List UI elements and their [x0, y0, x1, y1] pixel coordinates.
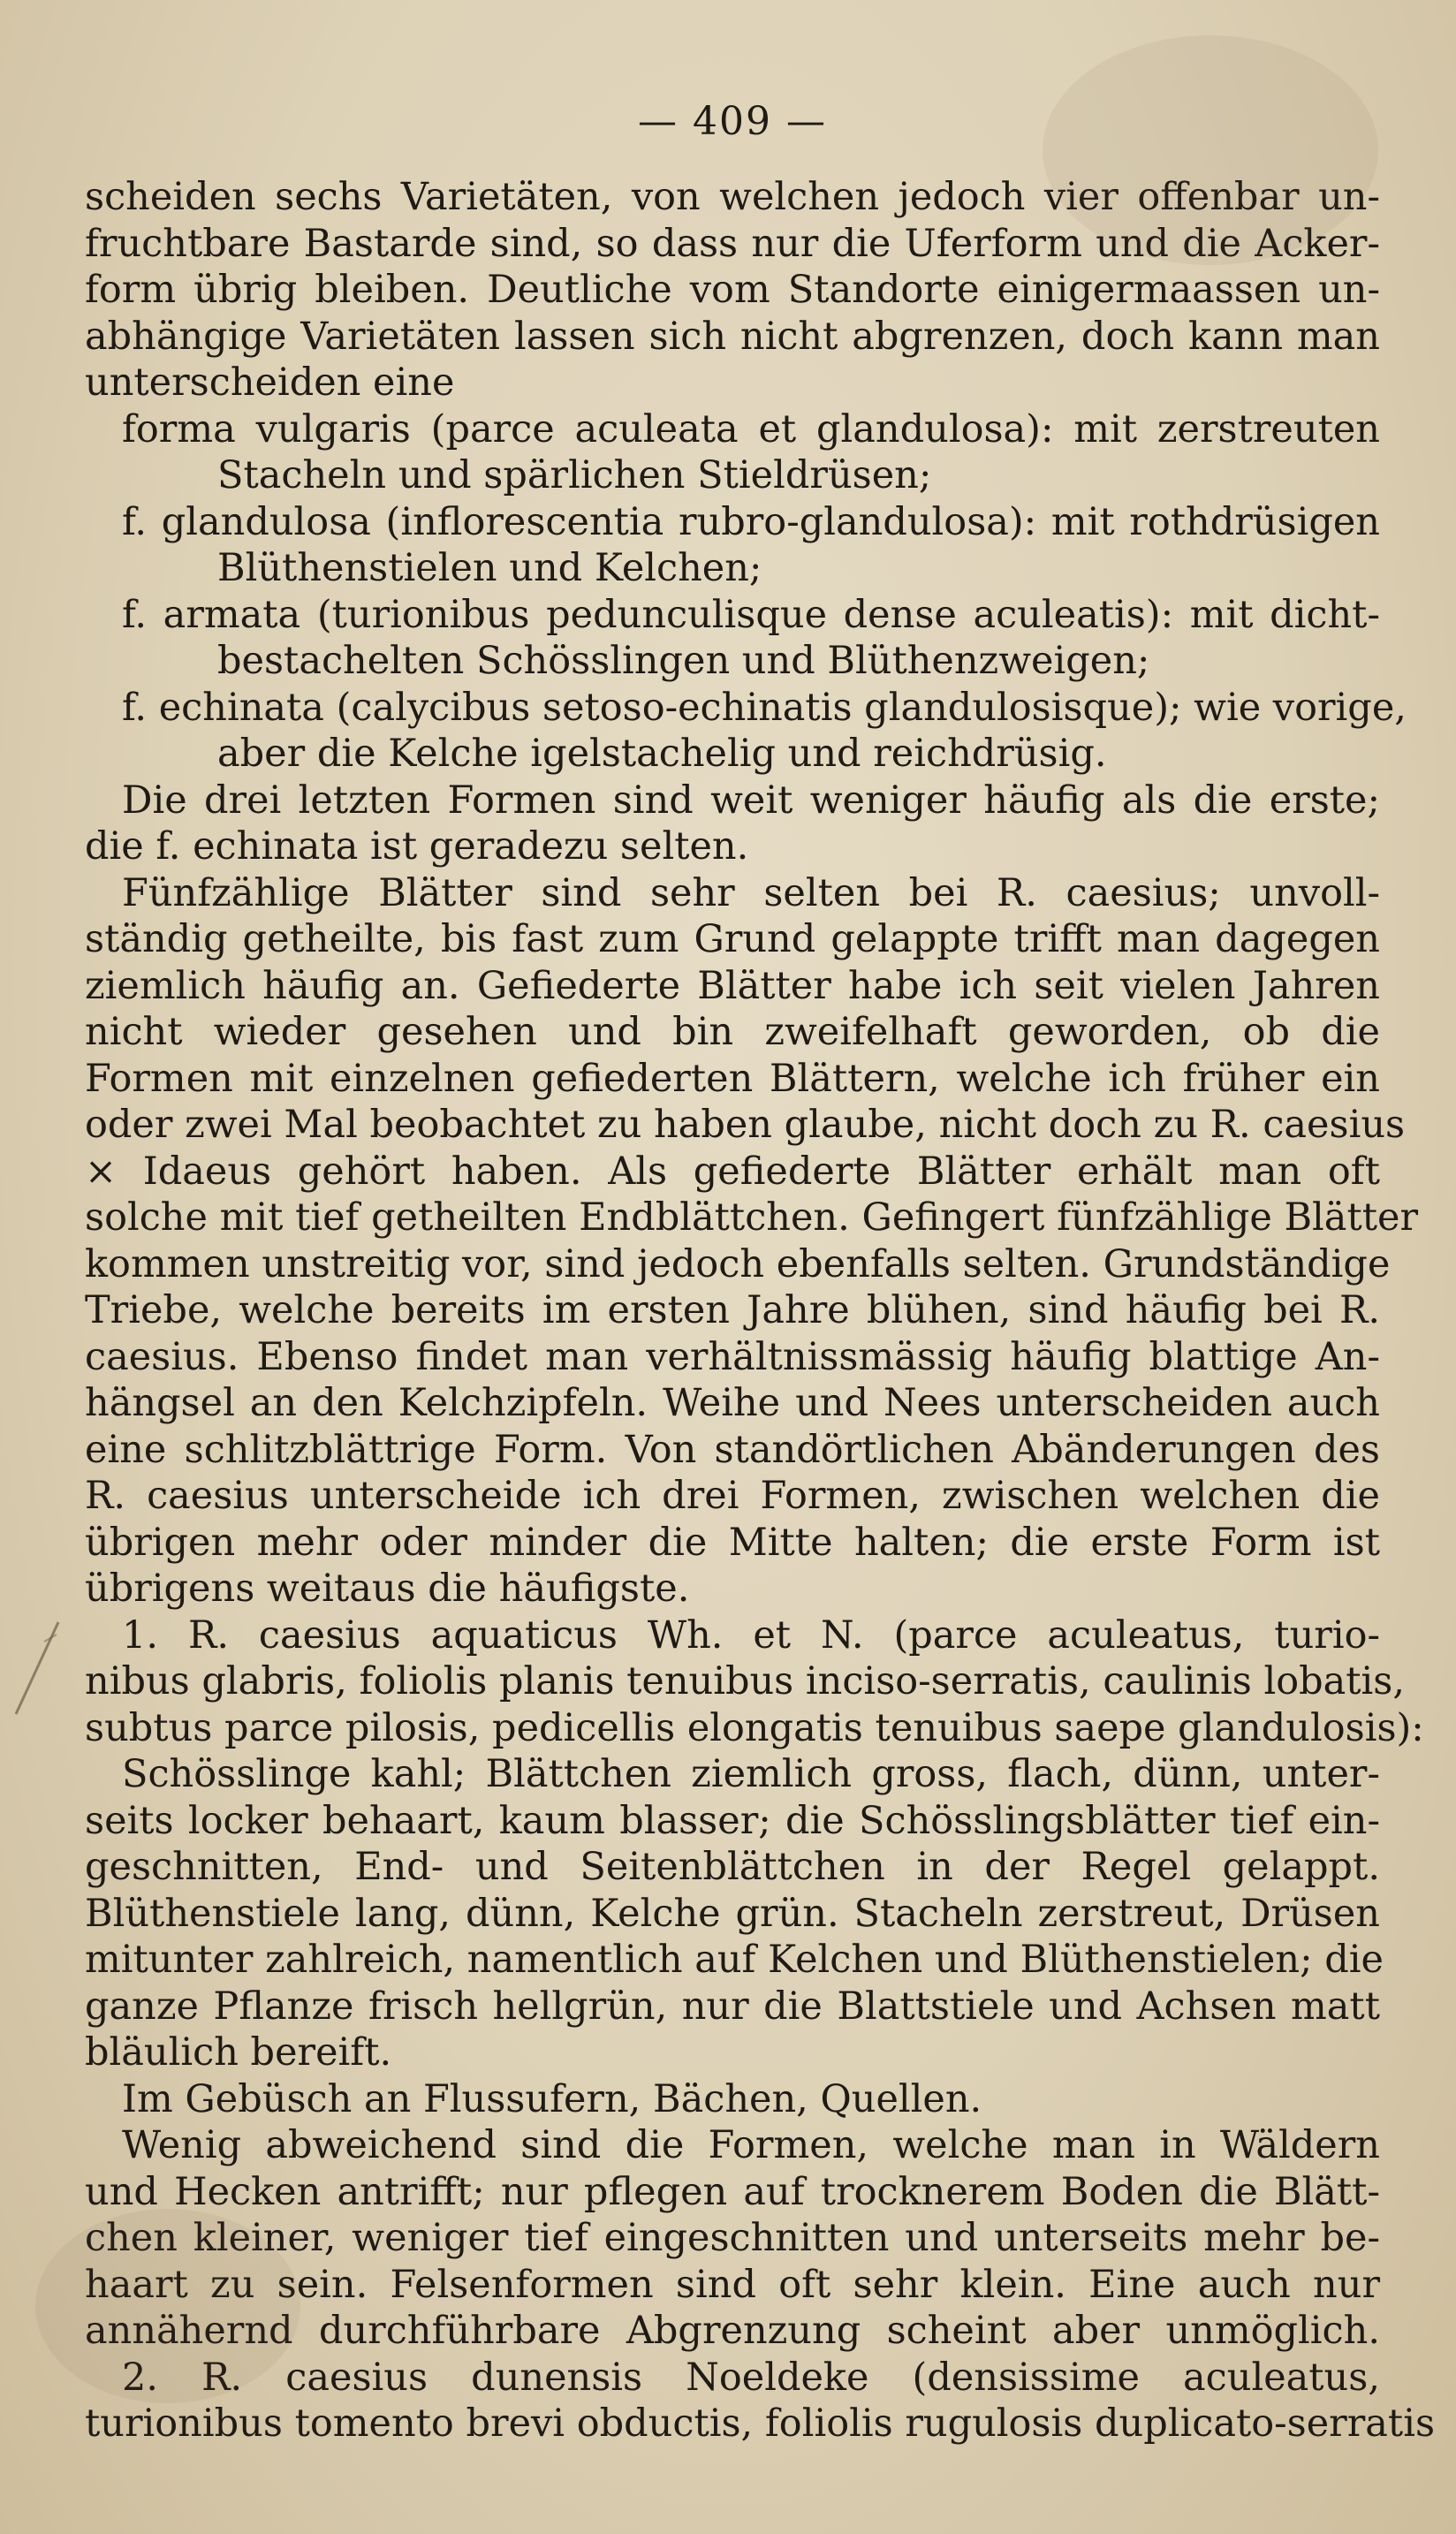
text-line: caesius. Ebenso findet man verhältnissmässig häufig blattige An- — [85, 1334, 1380, 1379]
text-line: forma vulgaris (parce aculeata et glandulosa): mit zerstreuten — [122, 406, 1380, 451]
text-line: chen kleiner, weniger tief eingeschnitten und unterseits mehr be- — [85, 2216, 1380, 2260]
text-line: kommen unstreitig vor, sind jedoch ebenfalls selten. Grundständige — [85, 1241, 1391, 1286]
text-line: nicht wieder gesehen und bin zweifelhaft geworden, ob die — [85, 1010, 1380, 1054]
text-line: solche mit tief getheilten Endblättchen. Gefingert fünfzählige Blätter — [85, 1195, 1419, 1240]
text-line: bestachelten Schösslingen und Blüthenzweigen; — [217, 639, 1150, 683]
text-line: Die drei letzten Formen sind weit weniger häufig als die erste; — [122, 778, 1380, 823]
text-line: Stacheln und spärlichen Stieldrüsen; — [217, 453, 932, 497]
text-line: R. caesius unterscheide ich drei Formen, zwischen welchen die — [85, 1474, 1380, 1518]
text-line: ganze Pflanze frisch hellgrün, nur die Blattstiele und Achsen matt — [85, 1984, 1380, 2029]
page-text-body — [85, 174, 1436, 2447]
text-line: Formen mit einzelnen gefiederten Blättern, welche ich früher ein — [85, 1056, 1380, 1101]
paper-stain — [35, 2209, 300, 2403]
text-line: 1. R. caesius aquaticus Wh. et N. (parce aculeatus, turio- — [122, 1612, 1380, 1658]
text-line: annähernd durchführbare Abgrenzung scheint aber unmöglich. — [85, 2309, 1380, 2353]
text-line: hängsel an den Kelchzipfeln. Weihe und Nees unterscheiden auch — [85, 1381, 1380, 1425]
text-line: Schösslinge kahl; Blättchen ziemlich gross, flach, dünn, unter- — [122, 1752, 1380, 1796]
text-line: nibus glabris, foliolis planis tenuibus inciso-serratis, caulinis lobatis, — [85, 1659, 1406, 1703]
text-line: Im Gebüsch an Flussufern, Bächen, Quellen. — [122, 2076, 982, 2121]
text-line: Blüthenstielen und Kelchen; — [217, 546, 762, 590]
text-line: übrigen mehr oder minder die Mitte halten; die erste Form ist — [85, 1520, 1380, 1565]
text-line: f. glandulosa (inflorescentia rubro-glandulosa): mit rothdrüsigen — [122, 499, 1380, 544]
text-line: fruchtbare Bastarde sind, so dass nur die Uferform und die Acker- — [85, 221, 1380, 266]
paper-stain — [1043, 35, 1378, 265]
text-line: f. echinata (calycibus setoso-echinatis glandulosisque); wie vorige, — [122, 685, 1407, 730]
text-line: geschnitten, End- und Seitenblättchen in der Regel gelappt. — [85, 1845, 1380, 1889]
text-line: 2. R. caesius dunensis Noeldeke (densissime aculeatus, — [122, 2355, 1380, 2400]
text-line: oder zwei Mal beobachtet zu haben glaube, nicht doch zu R. caesius — [85, 1103, 1406, 1147]
text-line: mitunter zahlreich, namentlich auf Kelchen und Blüthenstielen; die — [85, 1938, 1384, 1982]
text-line: unterscheiden eine — [85, 360, 455, 405]
text-line: seits locker behaart, kaum blasser; die Schösslingsblätter tief ein- — [85, 1798, 1380, 1843]
text-line: haart zu sein. Felsenformen sind oft sehr klein. Eine auch nur — [85, 2262, 1380, 2307]
text-line: Fünfzählige Blätter sind sehr selten bei R. caesius; unvoll- — [122, 870, 1380, 915]
text-line: Blüthenstiele lang, dünn, Kelche grün. Stacheln zerstreut, Drüsen — [85, 1891, 1380, 1936]
text-line: f. armata (turionibus pedunculisque dense aculeatis): mit dicht- — [122, 592, 1380, 637]
text-line: scheiden sechs Varietäten, von welchen jedoch vier offenbar un- — [85, 175, 1380, 219]
text-line: Triebe, welche bereits im ersten Jahre blühen, sind häufig bei R. — [85, 1288, 1380, 1332]
text-line: die f. echinata ist geradezu selten. — [85, 824, 749, 869]
text-line: und Hecken antrifft; nur pflegen auf trocknerem Boden die Blätt- — [85, 2169, 1380, 2214]
text-line: turionibus tomento brevi obductis, foliolis rugulosis duplicato-serratis — [85, 2401, 1436, 2446]
text-line: ziemlich häufig an. Gefiederte Blätter habe ich seit vielen Jahren — [85, 963, 1380, 1008]
text-line: Wenig abweichend sind die Formen, welche man in Wäldern — [122, 2123, 1380, 2167]
pencil-margin-mark-icon — [5, 1615, 67, 1721]
text-line: bläulich bereift. — [85, 2030, 392, 2075]
text-line: aber die Kelche igelstachelig und reichdrüsig. — [217, 732, 1107, 776]
text-line: form übrig bleiben. Deutliche vom Standorte einigermaassen un- — [85, 268, 1380, 312]
text-line: subtus parce pilosis, pedicellis elongatis tenuibus saepe glandulosis): — [85, 1705, 1424, 1750]
text-line: übrigens weitaus die häufigste. — [85, 1567, 690, 1611]
text-line: ständig getheilte, bis fast zum Grund gelappte trifft man dagegen — [85, 917, 1380, 961]
text-line: × Idaeus gehört haben. Als gefiederte Blätter erhält man oft — [85, 1149, 1380, 1194]
page-number: — 409 — — [638, 99, 827, 144]
text-line: abhängige Varietäten lassen sich nicht abgrenzen, doch kann man — [85, 314, 1380, 359]
text-line: eine schlitzblättrige Form. Von standörtlichen Abänderungen des — [85, 1427, 1380, 1472]
